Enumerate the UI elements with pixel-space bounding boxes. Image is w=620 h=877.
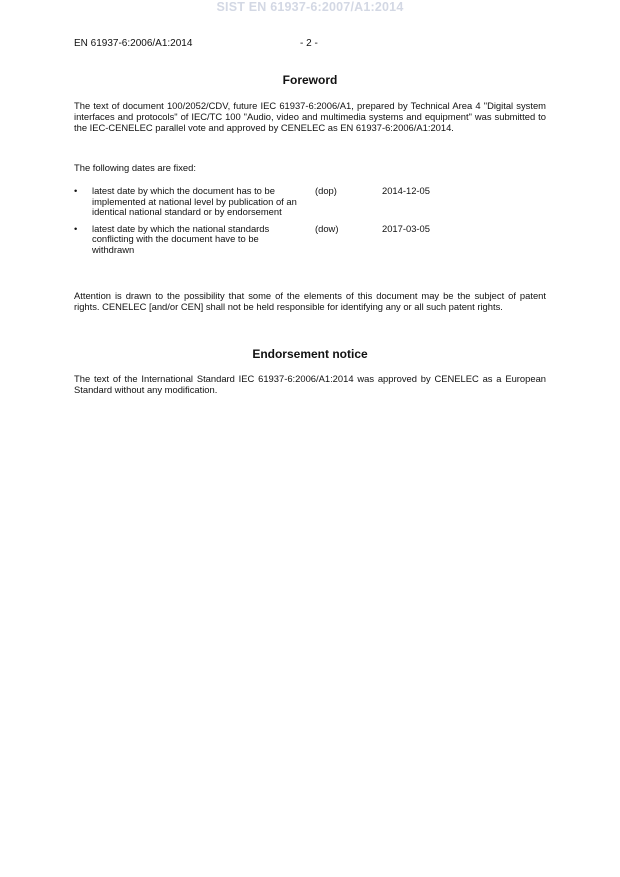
- bullet: •: [74, 185, 78, 196]
- foreword-heading: Foreword: [282, 73, 338, 87]
- date-value: 2014-12-05: [382, 185, 430, 196]
- date-value: 2017-03-05: [382, 222, 430, 234]
- endorsement-heading: Endorsement notice: [252, 347, 368, 361]
- date-abbreviation: (dop): [315, 185, 337, 196]
- document-id: EN 61937-6:2006/A1:2014: [74, 38, 193, 49]
- date-description: latest date by which the national standards conflicting with the document have to be withdrawn: [92, 222, 270, 255]
- foreword-paragraph-3: Attention is drawn to the possibility that some of the elements of this document may be the subject of patent rights. CENELEC [and/or CEN] shall not be held responsible for identifying any or all such patent rights.: [74, 290, 546, 312]
- date-description: latest date by which the document has to be implemented at national level by publication of an identical national standard or by endorsement: [92, 185, 297, 217]
- dates-list: [74, 186, 546, 261]
- list-item-dow: [74, 224, 546, 256]
- bullet: •: [74, 222, 78, 234]
- foreword-paragraph-1: The text of document 100/2052/CDV, future IEC 61937-6:2006/A1, prepared by Technical Area 4 "Digital system interfaces and protocols" of IEC/TC 100 "Audio, video and multimedia systems and equipment" was submitted to the IEC-CENELEC parallel vote and approved by CENELEC as EN 61937-6:2006/A1:2014.: [74, 100, 546, 133]
- watermark: SIST EN 61937-6:2007/A1:2014: [216, 0, 404, 14]
- list-item-dop: [74, 186, 546, 218]
- date-abbreviation: (dow): [315, 222, 339, 234]
- foreword-paragraph-2: The following dates are fixed:: [74, 162, 196, 173]
- endorsement-paragraph: The text of the International Standard IEC 61937-6:2006/A1:2014 was approved by CENELEC as a European Standard without any modification.: [74, 373, 546, 395]
- page-number: - 2 -: [300, 38, 318, 49]
